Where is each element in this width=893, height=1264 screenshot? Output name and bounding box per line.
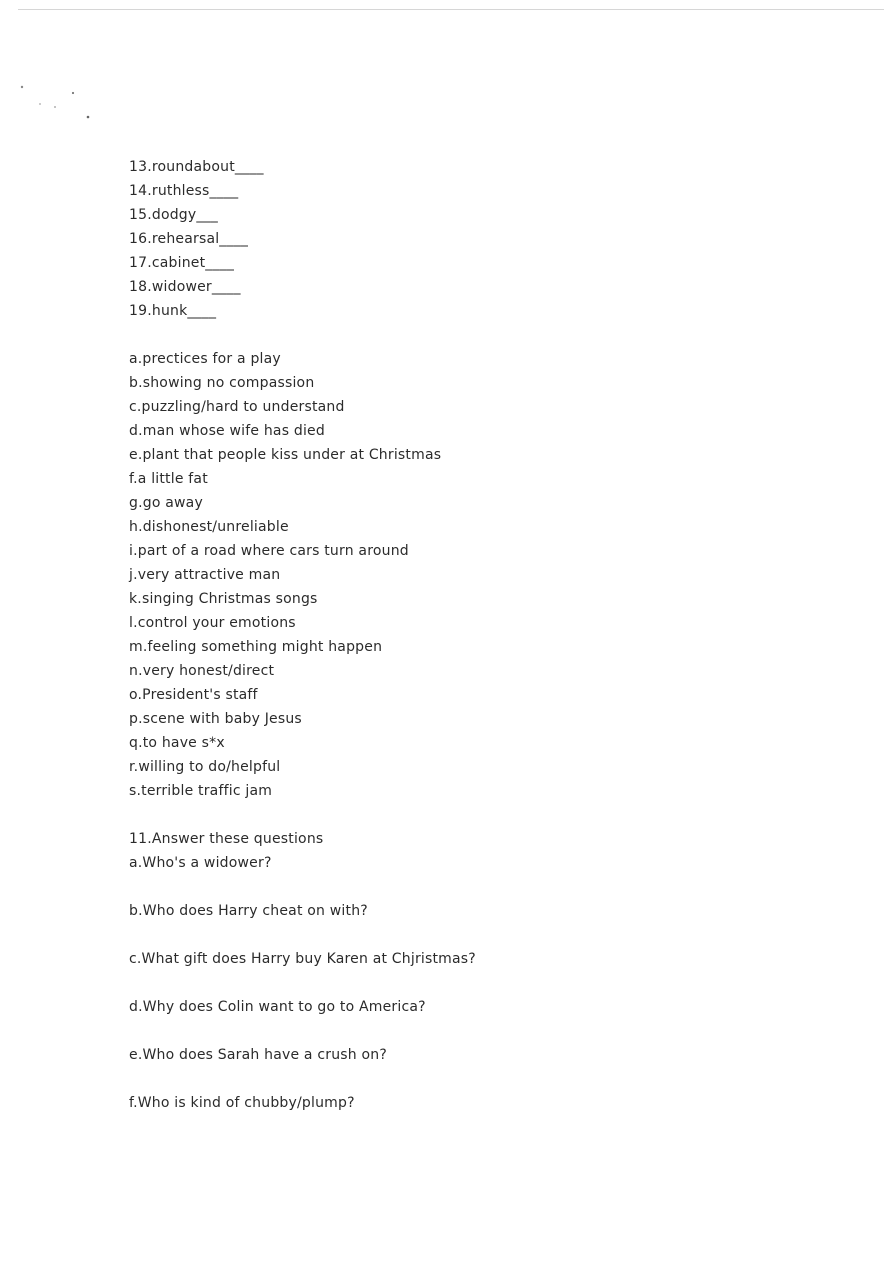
definition-item: j.very attractive man	[129, 567, 281, 583]
definition-item: l.control your emotions	[129, 615, 296, 631]
vocab-item: 18.widower____	[129, 279, 241, 295]
question-item: a.Who's a widower?	[129, 855, 272, 871]
vocab-item: 14.ruthless____	[129, 183, 239, 199]
question-item: c.What gift does Harry buy Karen at Chjristmas?	[129, 951, 476, 967]
question-item: e.Who does Sarah have a crush on?	[129, 1047, 387, 1063]
questions-heading: 11.Answer these questions	[129, 831, 324, 847]
vocab-item: 15.dodgy___	[129, 207, 218, 223]
definition-item: g.go away	[129, 495, 203, 511]
question-item: f.Who is kind of chubby/plump?	[129, 1095, 355, 1111]
definition-item: m.feeling something might happen	[129, 639, 383, 655]
definition-item: c.puzzling/hard to understand	[129, 399, 345, 415]
definition-item: a.prectices for a play	[129, 351, 281, 367]
definition-item: e.plant that people kiss under at Christmas	[129, 447, 442, 463]
vocab-item: 17.cabinet____	[129, 255, 235, 271]
definition-item: k.singing Christmas songs	[129, 591, 318, 607]
definition-item: h.dishonest/unreliable	[129, 519, 289, 535]
definition-item: i.part of a road where cars turn around	[129, 543, 409, 559]
page-top-rule	[18, 9, 884, 10]
vocab-item: 19.hunk____	[129, 303, 217, 319]
definition-item: p.scene with baby Jesus	[129, 711, 302, 727]
definition-item: f.a little fat	[129, 471, 208, 487]
scan-specks	[0, 0, 120, 130]
question-item: b.Who does Harry cheat on with?	[129, 903, 368, 919]
vocab-item: 16.rehearsal____	[129, 231, 249, 247]
vocab-item: 13.roundabout____	[129, 159, 264, 175]
definition-item: n.very honest/direct	[129, 663, 275, 679]
definition-item: o.President's staff	[129, 687, 258, 703]
definition-item: s.terrible traffic jam	[129, 783, 273, 799]
question-item: d.Why does Colin want to go to America?	[129, 999, 426, 1015]
definition-item: b.showing no compassion	[129, 375, 315, 391]
definition-item: d.man whose wife has died	[129, 423, 325, 439]
definition-item: q.to have s*x	[129, 735, 225, 751]
definition-item: r.willing to do/helpful	[129, 759, 281, 775]
